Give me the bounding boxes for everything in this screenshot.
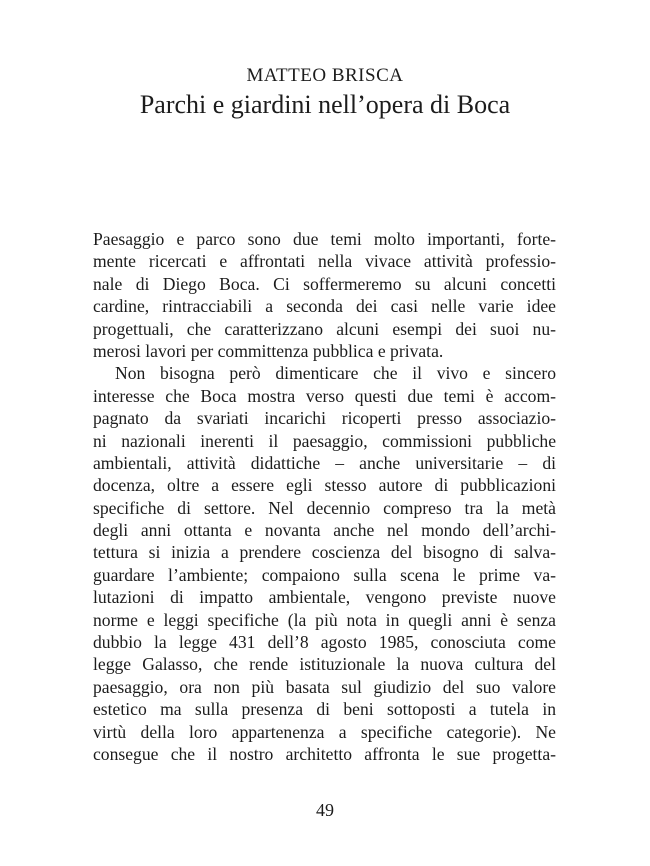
text-line: guardare l’ambiente; compaiono sulla scena le prime va- bbox=[93, 564, 556, 585]
text-line: dubbio la legge 431 dell’8 agosto 1985, conosciuta come bbox=[93, 632, 556, 653]
text-line: ni nazionali inerenti il paesaggio, commissioni pubbliche bbox=[93, 430, 556, 451]
body-text bbox=[93, 228, 556, 765]
text-line: Non bisogna però dimenticare che il vivo e sincero bbox=[115, 363, 556, 384]
text-line: virtù della loro appartenenza a specifiche categorie). Ne bbox=[93, 721, 556, 742]
text-line: cardine, rintracciabili a seconda dei casi nelle varie idee bbox=[93, 296, 556, 317]
text-line: interesse che Boca mostra verso questi due temi è accom- bbox=[93, 385, 556, 406]
text-line: ambientali, attività didattiche – anche universitarie – di bbox=[93, 452, 556, 473]
text-line: nale di Diego Boca. Ci soffermeremo su alcuni concetti bbox=[93, 273, 556, 294]
text-line: merosi lavori per committenza pubblica e privata. bbox=[93, 340, 444, 361]
author-name: MATTEO BRISCA bbox=[246, 65, 404, 86]
text-line: estetico ma sulla presenza di beni sottoposti a tutela in bbox=[93, 699, 556, 720]
text-line: lutazioni di impatto ambientale, vengono previste nuove bbox=[93, 587, 556, 608]
text-line: paesaggio, ora non più basata sul giudizio del suo valore bbox=[93, 676, 556, 697]
text-line: docenza, oltre a essere egli stesso autore di pubblicazioni bbox=[93, 475, 556, 496]
text-line: progettuali, che caratterizzano alcuni esempi dei suoi nu- bbox=[93, 318, 556, 339]
chapter-title: Parchi e giardini nell’opera di Boca bbox=[139, 90, 511, 119]
text-line: norme e leggi specifiche (la più nota in quegli anni è senza bbox=[93, 609, 556, 630]
text-line: degli anni ottanta e novanta anche nel mondo dell’archi- bbox=[93, 520, 556, 541]
text-line: consegue che il nostro architetto affronta le sue progetta- bbox=[93, 743, 556, 764]
page-number: 49 bbox=[316, 800, 334, 820]
text-line: specifiche di settore. Nel decennio compreso tra la metà bbox=[93, 497, 556, 518]
text-line: legge Galasso, che rende istituzionale la nuova cultura del bbox=[93, 654, 556, 675]
text-line: tettura si inizia a prendere coscienza del bisogno di salva- bbox=[93, 542, 556, 563]
text-line: mente ricercati e affrontati nella vivace attività professio- bbox=[93, 251, 556, 272]
text-line: pagnato da svariati incarichi ricoperti presso associazio- bbox=[93, 408, 556, 429]
text-line: Paesaggio e parco sono due temi molto importanti, forte- bbox=[93, 229, 556, 249]
